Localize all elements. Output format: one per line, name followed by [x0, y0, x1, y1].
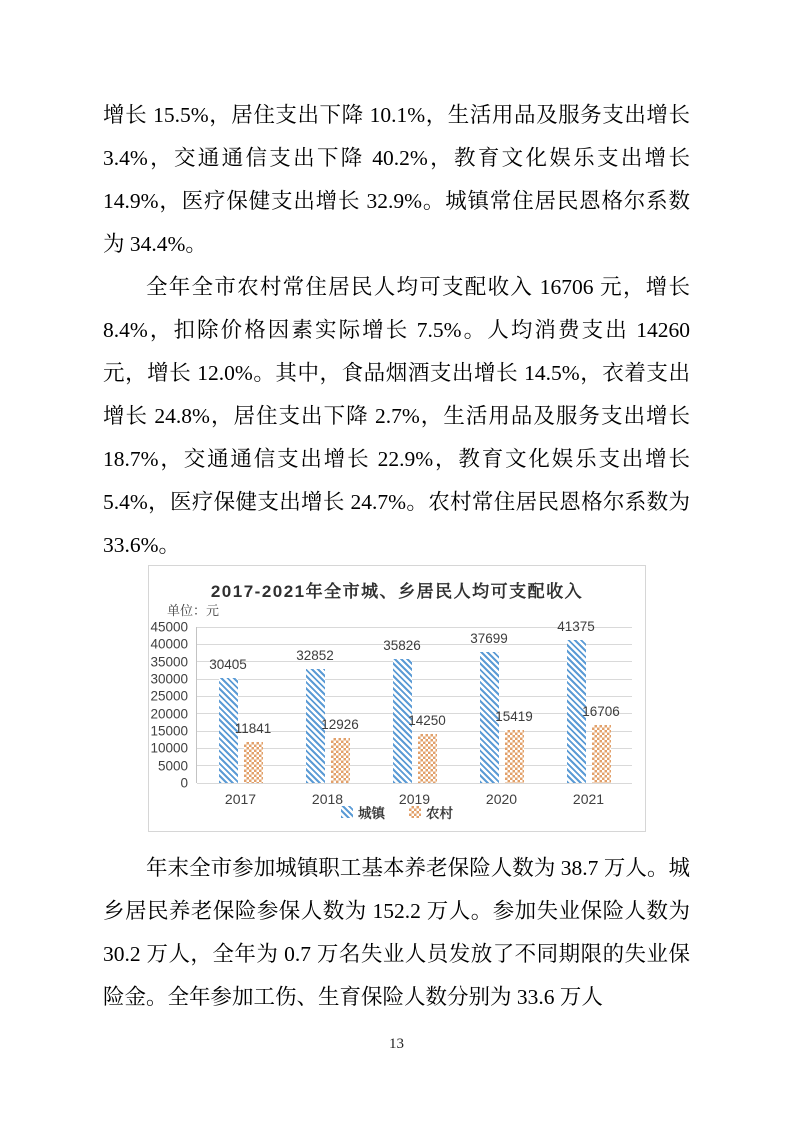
bar-农村-2020 [505, 730, 524, 784]
bar-group-2017 [197, 627, 284, 807]
value-label-农村-2018: 12926 [321, 717, 359, 733]
bar-group-2019 [371, 627, 458, 807]
y-tick-40000: 40000 [150, 636, 188, 652]
x-tick-2021: 2021 [572, 791, 605, 807]
legend-label-rural: 农村 [426, 806, 453, 821]
value-label-农村-2020: 15419 [495, 708, 533, 724]
y-tick-5000: 5000 [157, 758, 188, 774]
paragraph-urban-expenditure: 增长 15.5%，居住支出下降 10.1%，生活用品及服务支出增长 3.4%，交通通信支出下降 40.2%，教育文化娱乐支出增长 14.9%，医疗保健支出增长 32.9%。城镇常住居民恩格尔系数为 34.4%。 [103, 103, 690, 256]
bar-wrap-农村-2019 [408, 712, 446, 783]
bar-wrap-农村-2020 [495, 708, 533, 784]
value-label-城镇-2017: 30405 [209, 656, 247, 672]
bar-农村-2019 [418, 734, 437, 783]
bar-group-2020 [458, 627, 545, 807]
bar-农村-2018 [331, 738, 350, 783]
bar-wrap-农村-2021 [582, 704, 620, 783]
x-tick-2017: 2017 [224, 791, 257, 807]
x-tick-2019: 2019 [398, 791, 431, 807]
value-label-农村-2017: 11841 [234, 721, 272, 736]
chart-y-axis [149, 619, 193, 791]
y-tick-35000: 35000 [150, 654, 188, 670]
paragraph-rural-income: 全年全市农村常住居民人均可支配收入 16706 元，增长 8.4%，扣除价格因素实际增长 7.5%。人均消费支出 14260 元，增长 12.0%。其中，食品烟酒支出增长 14.5%，衣着支出增长 24.8%，居住支出下降 2.7%，生活用品及服务支出增长 18.7%，交通通信支出增长 22.9%，教育文化娱乐支出增长 5.4%，医疗保健支出增长 24.7%。农村常住居民恩格尔系数为 33.6%。 [103, 275, 690, 557]
bar-group-2021 [545, 618, 632, 807]
text-block-top [103, 94, 690, 567]
legend-label-urban: 城镇 [358, 806, 385, 821]
x-tick-2018: 2018 [311, 791, 344, 807]
y-tick-30000: 30000 [150, 671, 188, 687]
value-label-城镇-2021: 41375 [557, 618, 595, 634]
legend-swatch-rural-icon [409, 806, 421, 818]
y-tick-25000: 25000 [150, 688, 188, 704]
paragraph-social-insurance: 年末全市参加城镇职工基本养老保险人数为 38.7 万人。城乡居民养老保险参保人数为 152.2 万人。参加失业保险人数为 30.2 万人，全年为 0.7 万名失业人员发放了不同期限的失业保险金。全年参加工伤、生育保险人数分别为 33.6 万人 [103, 856, 690, 1009]
value-label-农村-2021: 16706 [582, 704, 620, 720]
bar-农村-2021 [592, 725, 611, 783]
income-bar-chart [148, 565, 646, 832]
bar-group-2018 [284, 627, 371, 807]
bar-wrap-农村-2018 [321, 717, 359, 783]
bar-农村-2017 [244, 742, 263, 783]
value-label-城镇-2019: 35826 [383, 637, 421, 653]
chart-plot [196, 618, 632, 807]
y-tick-15000: 15000 [150, 723, 188, 739]
chart-unit-label: 单位：元 [167, 603, 220, 618]
bar-wrap-农村-2017 [234, 721, 272, 783]
y-tick-10000: 10000 [150, 740, 188, 756]
legend-swatch-urban-icon [341, 806, 353, 818]
x-tick-2020: 2020 [485, 791, 518, 807]
value-label-城镇-2020: 37699 [470, 631, 508, 647]
value-label-城镇-2018: 32852 [296, 648, 334, 664]
page-number: 13 [389, 1036, 404, 1052]
y-tick-0: 0 [180, 775, 188, 791]
y-tick-45000: 45000 [150, 619, 188, 635]
value-label-农村-2019: 14250 [408, 712, 446, 728]
chart-title: 2017-2021年全市城、乡居民人均可支配收入 [210, 582, 584, 601]
y-tick-20000: 20000 [150, 706, 188, 722]
text-block-bottom [103, 847, 690, 1019]
